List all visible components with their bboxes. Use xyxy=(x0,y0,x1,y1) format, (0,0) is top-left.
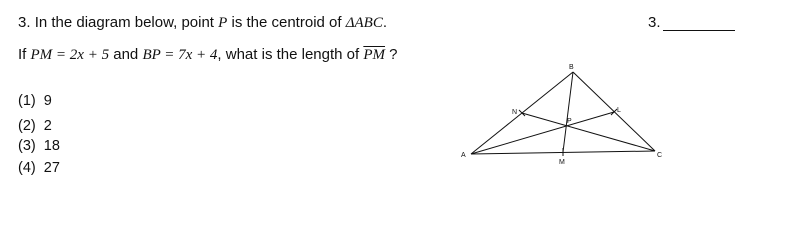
label-c: C xyxy=(657,152,663,159)
if-text: If xyxy=(18,46,31,63)
question-number: 3. xyxy=(18,14,31,31)
choice-value: 2 xyxy=(43,118,52,134)
choice-label: (4) xyxy=(18,160,36,176)
what-text: , what is the length of xyxy=(217,46,364,63)
question-intro-tail: is the centroid of xyxy=(227,14,346,31)
median-bm xyxy=(563,72,573,152)
choice-value: 9 xyxy=(43,93,52,109)
triangle-name: ΔABC xyxy=(345,15,383,31)
label-l: L xyxy=(617,107,621,114)
point-p: P xyxy=(218,15,228,31)
label-m: M xyxy=(559,159,565,166)
choice-label: (3) xyxy=(18,138,36,154)
choice-label: (2) xyxy=(18,118,36,134)
answer-slot-label: 3. xyxy=(648,14,661,31)
choice-label: (1) xyxy=(18,93,36,109)
choice-value: 18 xyxy=(43,138,60,154)
question-mark: ? xyxy=(385,46,398,63)
label-p: P xyxy=(567,118,572,125)
label-b: B xyxy=(569,64,574,71)
pm-segment: $\overline{PM}$ xyxy=(363,47,386,63)
pm-equation: PM = 2x + 5 xyxy=(30,47,110,63)
question-period: . xyxy=(382,14,388,31)
bp-equation: BP = 7x + 4 xyxy=(142,47,218,63)
and-text: and xyxy=(109,46,143,63)
choice-value: 27 xyxy=(43,160,60,176)
label-n: N xyxy=(512,109,518,116)
question-intro: In the diagram below, point xyxy=(34,14,219,31)
label-a: A xyxy=(461,152,466,159)
